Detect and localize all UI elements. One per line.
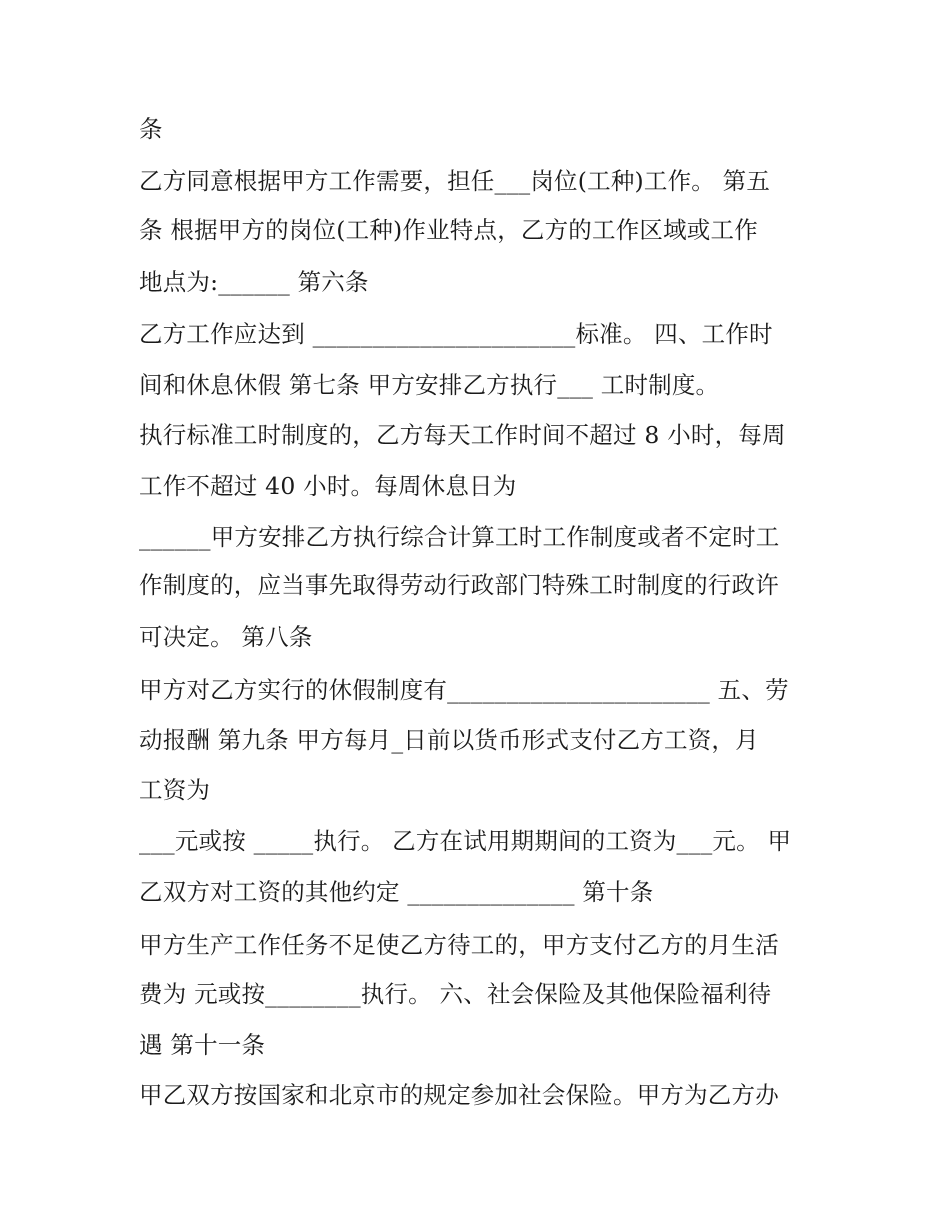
text-line: 遇 第十一条	[139, 1031, 266, 1059]
text-line: 甲乙双方按国家和北京市的规定参加社会保险。甲方为乙方办	[139, 1081, 779, 1109]
text-line: 工资为	[139, 776, 211, 804]
text-line: 执行标准工时制度的，乙方每天工作时间不超过 8 小时，每周	[139, 421, 786, 449]
text-line: 动报酬 第九条 甲方每月_日前以货币形式支付乙方工资，月	[139, 726, 759, 754]
text-line: 乙方同意根据甲方工作需要，担任___岗位(工种)工作。 第五	[139, 167, 771, 195]
text-line: 可决定。 第八条	[139, 623, 313, 651]
text-line: 条	[139, 115, 163, 143]
text-line: ______甲方安排乙方执行综合计算工时工作制度或者不定时工	[139, 523, 780, 551]
text-line: 费为 元或按________执行。 六、社会保险及其他保险福利待	[139, 980, 772, 1008]
text-line: 条 根据甲方的岗位(工种)作业特点，乙方的工作区域或工作	[139, 216, 758, 244]
text-line: 甲方生产工作任务不足使乙方待工的，甲方支付乙方的月生活	[139, 931, 779, 959]
text-line: 乙方工作应达到 ______________________标准。 四、工作时	[139, 320, 773, 348]
text-line: 甲方对乙方实行的休假制度有______________________ 五、劳	[139, 676, 789, 704]
text-line: 工作不超过 40 小时。每周休息日为	[139, 472, 517, 500]
text-line: ___元或按 _____执行。 乙方在试用期期间的工资为___元。 甲	[139, 827, 792, 855]
text-line: 地点为:______ 第六条	[139, 268, 369, 296]
text-line: 作制度的，应当事先取得劳动行政部门特殊工时制度的行政许	[139, 571, 779, 599]
text-line: 乙双方对工资的其他约定 ______________ 第十条	[139, 878, 654, 906]
text-line: 间和休息休假 第七条 甲方安排乙方执行___ 工时制度。	[139, 371, 720, 399]
